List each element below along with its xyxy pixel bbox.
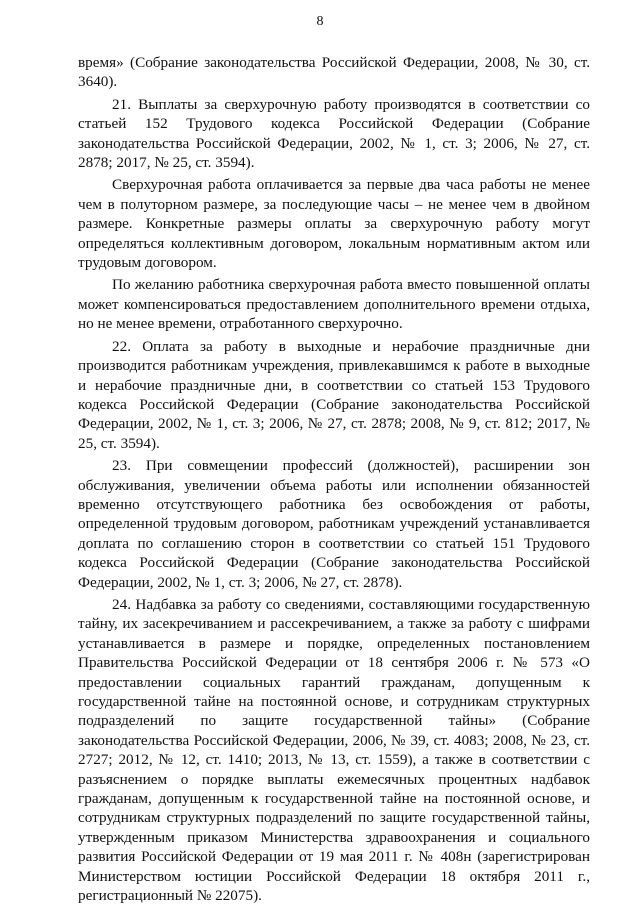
- page-number: 8: [316, 14, 324, 29]
- paragraph-21-overtime-pay: 21. Выплаты за сверхурочную работу производятся в соответствии со статьей 152 Трудового кодекса Российской Федерации (Собрание законодательства Российской Федерации, 2002, № 1, ст. 3; 2006, № 27, ст. 2878; 2017, № 25, ст. 3594).: [78, 95, 590, 172]
- paragraph-24-state-secret-allowance: 24. Надбавка за работу со сведениями, составляющими государственную тайну, их засекречиванием и рассекречиванием, а также за работу с шифрами устанавливается в размере и порядке, определенных постановлением Правительства Российской Федерации от 18 сентября 2006 г. № 573 «О предоставлении социальных гарантий гражданам, допущенным к государственной тайне на постоянной основе, и сотрудникам структурных подразделений по защите государственной тайны» (Собрание законодательства Российской Федерации, 2006, № 39, ст. 4083; 2008, № 23, ст. 2727; 2012, № 12, ст. 1410; 2013, № 13, ст. 1559), а также в соответствии с разъяснением о порядке выплаты ежемесячных процентных надбавок гражданам, допущенным к государственной тайне на постоянной основе, и сотрудникам структурных подразделений по защите государственной тайны, утвержденным приказом Министерства здравоохранения и социального развития Российской Федерации от 19 мая 2011 г. № 408н (зарегистрирован Министерством юстиции Российской Федерации 18 октября 2011 г., регистрационный № 22075).: [78, 595, 590, 905]
- paragraph-21-overtime-compensation: По желанию работника сверхурочная работа вместо повышенной оплаты может компенсироваться предоставлением дополнительного времени отдыха, но не менее времени, отработанного сверхурочно.: [78, 276, 590, 333]
- paragraph-21-overtime-rates: Сверхурочная работа оплачивается за первые два часа работы не менее чем в полуторном размере, за последующие часы – не менее чем в двойном размере. Конкретные размеры оплаты за сверхурочную работу могут определяться коллективным договором, локальным нормативным актом или трудовым договором.: [78, 176, 590, 272]
- document-body: [78, 53, 590, 905]
- paragraph-22-holiday-pay: 22. Оплата за работу в выходные и нерабочие праздничные дни производится работникам учреждения, привлекавшимся к работе в выходные и нерабочие праздничные дни, в соответствии со статьей 153 Трудового кодекса Российской Федерации (Собрание законодательства Российской Федерации, 2002, № 1, ст. 3; 2006, № 27, ст. 2878; 2008, № 9, ст. 812; 2017, № 25, ст. 3594).: [78, 337, 590, 452]
- paragraph-23-combination-pay: 23. При совмещении профессий (должностей), расширении зон обслуживания, увеличении объема работы или исполнении обязанностей временно отсутствующего работника без освобождения от работы, определенной трудовым договором, работникам учреждений устанавливается доплата по соглашению сторон в соответствии со статьей 151 Трудового кодекса Российской Федерации (Собрание законодательства Российской Федерации, 2002, № 1, ст. 3; 2006, № 27, ст. 2878).: [78, 457, 590, 591]
- paragraph-continuation: время» (Собрание законодательства Российской Федерации, 2008, № 30, ст. 3640).: [78, 54, 590, 91]
